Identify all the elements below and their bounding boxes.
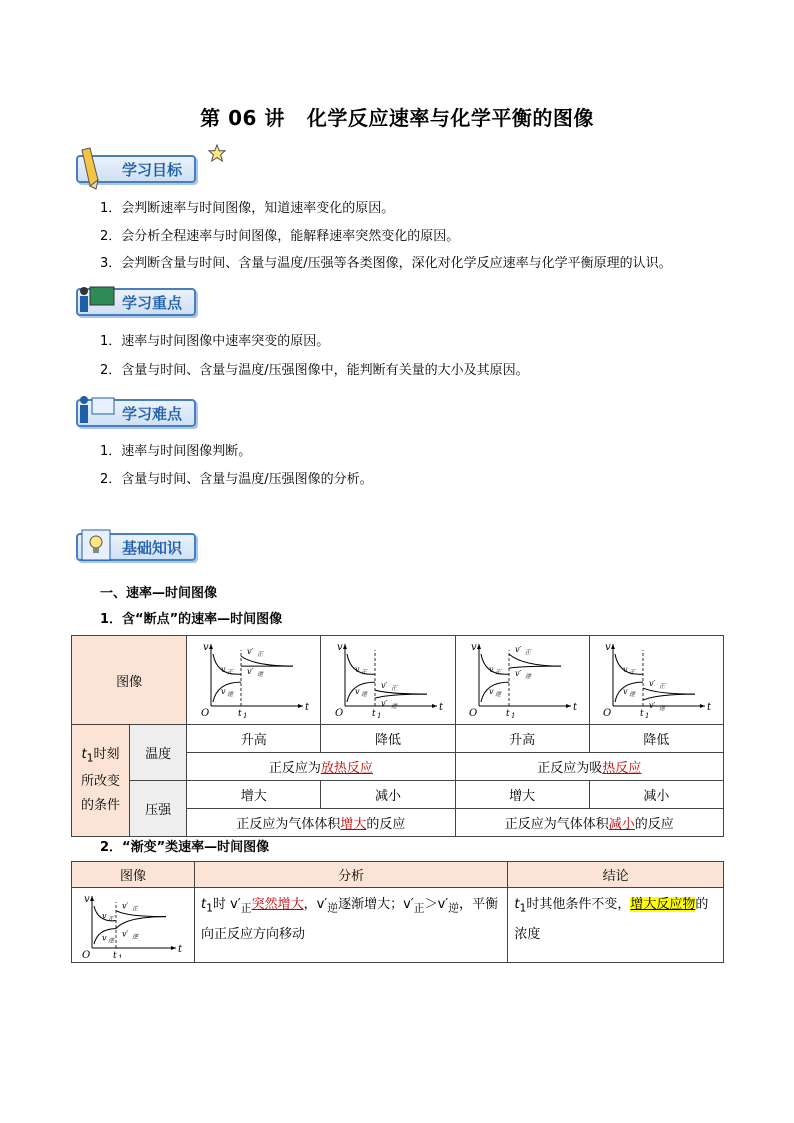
v-prime-forward-sub: 正 — [525, 649, 532, 657]
y-arrow — [209, 644, 213, 649]
x-arrow — [700, 704, 705, 708]
v-forward-label: v — [489, 665, 494, 675]
image-label-cell: 图像 — [72, 636, 187, 725]
v-prime-forward-label: v′ — [649, 679, 656, 689]
new-forward-rate-curve — [643, 688, 695, 694]
v-prime-reverse-label: v′ — [121, 929, 129, 939]
new-forward-rate-curve — [116, 911, 166, 917]
t1-sub: 1 — [376, 712, 382, 720]
v-prime-forward-label: v′ — [515, 645, 522, 655]
v-prime-reverse-label: v′ — [649, 701, 656, 711]
t1-label: t — [371, 709, 376, 719]
graph-cell-3 — [455, 636, 589, 725]
new-reverse-rate-curve — [643, 694, 695, 700]
x-axis-label: t — [573, 702, 578, 713]
new-forward-rate-curve — [509, 654, 561, 666]
v-forward-sub: 正 — [629, 669, 636, 677]
t1-sub: 1 — [511, 712, 516, 720]
v-forward-label: v — [220, 665, 226, 675]
graph-cell-2 — [321, 636, 455, 725]
v-reverse-sub: 逆 — [495, 691, 502, 699]
graph-cell-1 — [187, 636, 321, 725]
v-reverse-label: v — [101, 933, 107, 943]
badge-label: 基础知识 — [76, 533, 196, 561]
origin-label: O — [469, 708, 478, 719]
new-forward-rate-curve — [241, 656, 293, 666]
goal-item-2: 2．会分析全程速率与时间图像，能解释速率突然变化的原因。 — [100, 229, 460, 244]
origin-label: O — [334, 708, 344, 719]
x-arrow — [171, 946, 176, 950]
rate-time-graph-1 — [189, 636, 319, 720]
v-prime-forward-label: v′ — [380, 681, 388, 691]
conclusion-cell: $t_1$时其他条件不变，增大反应物的浓度 — [508, 888, 724, 963]
v-forward-sub: 正 — [495, 669, 502, 677]
y-axis-label: v — [471, 642, 477, 653]
new-reverse-rate-curve — [509, 666, 561, 668]
gradual-graph-cell — [72, 888, 195, 963]
badge-learning-goals — [76, 152, 196, 186]
y-axis-label: v — [605, 642, 612, 653]
goal-item-1: 1．会判断速率与时间图像，知道速率变化的原因。 — [100, 201, 395, 216]
rate-time-graph-2 — [323, 636, 453, 720]
v-prime-reverse-sub: 逆 — [256, 671, 263, 679]
gradual-rate-time-graph — [74, 888, 192, 958]
v-reverse-label: v — [489, 687, 494, 697]
x-axis-label: t — [304, 702, 309, 713]
v-forward-sub: 正 — [360, 669, 367, 677]
teacher-board-icon — [76, 279, 118, 323]
temp-note-a: 正反应为放热反应 — [187, 753, 455, 781]
y-axis-label: v — [202, 642, 209, 653]
v-forward-label: v — [623, 665, 628, 675]
origin-label: O — [81, 950, 91, 958]
new-reverse-rate-curve — [116, 917, 166, 929]
v-prime-forward-sub: 正 — [659, 683, 666, 691]
header-image: 图像 — [72, 862, 195, 888]
y-arrow — [90, 896, 94, 901]
v-reverse-sub: 逆 — [226, 691, 233, 699]
temp-value-4: 降低 — [589, 725, 723, 753]
presenter-icon — [76, 390, 118, 434]
t1-sub: 1 — [645, 712, 650, 720]
x-arrow — [298, 704, 303, 708]
t1-sub: 1 — [117, 954, 123, 958]
v-prime-forward-sub: 正 — [256, 651, 263, 659]
v-forward-sub: 正 — [107, 915, 114, 923]
t1-label: t — [237, 709, 242, 719]
y-arrow — [611, 644, 615, 649]
temperature-label: 温度 — [130, 725, 187, 781]
temp-value-1: 升高 — [187, 725, 321, 753]
analysis-cell: $t_1$时 $v'_正$突然增大，$v'_逆$逐渐增大；$v'_正>v'_逆$，平衡向正反应方向移动 — [194, 888, 507, 963]
badge-basic-knowledge — [76, 530, 196, 564]
v-prime-reverse-label: v′ — [515, 669, 522, 679]
v-prime-reverse-sub: 逆 — [659, 705, 666, 713]
new-forward-rate-curve — [375, 690, 427, 694]
keypoint-item-1: 1．速率与时间图像中速率突变的原因。 — [100, 334, 330, 349]
v-reverse-label: v — [623, 687, 628, 697]
temp-value-2: 降低 — [321, 725, 455, 753]
rate-time-graph-3 — [457, 636, 587, 720]
v-forward-label: v — [101, 911, 107, 921]
pressure-value-2: 减小 — [321, 781, 455, 809]
v-forward-label: v — [354, 665, 360, 675]
y-arrow — [477, 644, 481, 649]
book-lightbulb-icon — [76, 524, 118, 568]
v-reverse-sub: 逆 — [107, 937, 114, 945]
keypoint-item-2: 2．含量与时间、含量与温度/压强图像中，能判断有关量的大小及其原因。 — [100, 363, 529, 378]
x-arrow — [566, 704, 571, 708]
break-point-table — [71, 635, 724, 837]
temp-value-3: 升高 — [455, 725, 589, 753]
condition-label-cell: $t_1$时刻 所改变 的条件 — [72, 725, 130, 837]
gradual-change-table — [71, 861, 724, 963]
v-prime-forward-sub: 正 — [131, 905, 138, 913]
v-prime-reverse-sub: 逆 — [131, 933, 138, 941]
y-arrow — [343, 644, 347, 649]
t1-sub: 1 — [242, 712, 248, 720]
section-heading: 一、速率—时间图像 — [100, 586, 218, 601]
v-reverse-sub: 逆 — [629, 691, 636, 699]
v-prime-reverse-label: v′ — [380, 699, 388, 709]
badge-label: 学习目标 — [76, 155, 196, 183]
graph-cell-4 — [589, 636, 723, 725]
v-reverse-label: v — [220, 687, 226, 697]
x-axis-label: t — [177, 944, 183, 955]
header-analysis: 分析 — [194, 862, 507, 888]
v-prime-forward-label: v′ — [246, 647, 254, 657]
v-prime-forward-label: v′ — [121, 901, 129, 911]
t1-label: t — [506, 709, 510, 719]
rate-time-graph-4 — [591, 636, 721, 720]
v-prime-forward-sub: 正 — [390, 685, 397, 693]
pressure-value-1: 增大 — [187, 781, 321, 809]
v-prime-reverse-sub: 逆 — [525, 673, 532, 681]
x-arrow — [432, 704, 437, 708]
subsection-heading-2: 2．“渐变”类速率—时间图像 — [100, 840, 270, 855]
pressure-value-3: 增大 — [455, 781, 589, 809]
badge-label: 学习重点 — [76, 288, 196, 316]
x-axis-label: t — [438, 702, 443, 713]
t1-label: t — [640, 709, 644, 719]
t1-label: t — [112, 951, 117, 958]
badge-difficulties — [76, 396, 196, 430]
origin-label: O — [603, 708, 612, 719]
pressure-note-a: 正反应为气体体积增大的反应 — [187, 809, 455, 837]
y-axis-label: v — [83, 894, 90, 905]
y-axis-label: v — [336, 642, 343, 653]
origin-label: O — [200, 708, 209, 719]
goal-item-3: 3．会判断含量与时间、含量与温度/压强等各类图像，深化对化学反应速率与化学平衡原理的认识。 — [100, 256, 672, 271]
difficulty-item-1: 1．速率与时间图像判断。 — [100, 444, 252, 459]
pressure-value-4: 减小 — [589, 781, 723, 809]
x-axis-label: t — [707, 702, 712, 713]
header-conclusion: 结论 — [508, 862, 724, 888]
v-reverse-label: v — [354, 687, 360, 697]
difficulty-item-2: 2．含量与时间、含量与温度/压强图像的分析。 — [100, 472, 373, 487]
pencil-icon — [76, 146, 118, 190]
subsection-heading-1: 1．含“断点”的速率—时间图像 — [100, 612, 283, 627]
pressure-note-b: 正反应为气体体积减小的反应 — [455, 809, 723, 837]
temp-note-b: 正反应为吸热反应 — [455, 753, 723, 781]
badge-key-points — [76, 285, 196, 319]
v-reverse-sub: 逆 — [360, 691, 367, 699]
badge-label: 学习难点 — [76, 399, 196, 427]
v-prime-reverse-label: v′ — [246, 667, 254, 677]
v-forward-sub: 正 — [226, 669, 233, 677]
v-prime-reverse-sub: 逆 — [390, 703, 397, 711]
new-reverse-rate-curve — [375, 694, 427, 698]
star-icon — [208, 144, 226, 162]
page-title: 第 06 讲 化学反应速率与化学平衡的图像 — [200, 106, 594, 130]
pressure-label: 压强 — [130, 781, 187, 837]
